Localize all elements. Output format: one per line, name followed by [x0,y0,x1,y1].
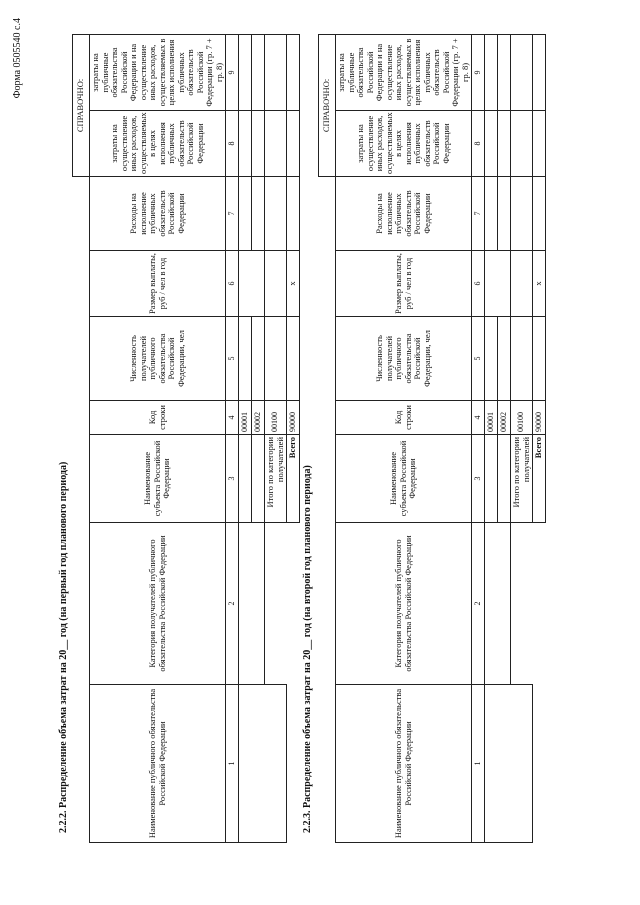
reference-header: СПРАВОЧНО: [319,34,336,176]
row-code: 00001 [485,401,498,435]
value-cell[interactable] [485,317,498,401]
value-cell[interactable] [239,251,265,317]
column-number: 7 [472,176,485,250]
row-code: 00100 [511,401,533,435]
value-cell[interactable] [265,251,287,317]
header-obligation-name: Наименование публичного обязательства Российской Федерации [336,685,472,843]
column-number: 3 [472,435,485,523]
column-number: 8 [226,110,239,176]
column-number: 9 [226,34,239,110]
header-recipient-category: Категория получателей публичного обязательства Российской Федерации [336,523,472,685]
column-number: 6 [472,251,485,317]
column-number: 1 [226,685,239,843]
header-obligation-expenses: Расходы на исполнение публичных обязательств Российской Федерации [90,176,226,250]
na-mark: x [287,251,300,317]
value-cell[interactable] [485,176,498,250]
value-cell[interactable] [239,176,252,250]
recipient-category-cell[interactable] [485,523,511,685]
value-cell[interactable] [511,251,533,317]
na-mark: x [533,251,546,317]
value-cell[interactable] [533,176,546,250]
column-number: 5 [226,317,239,401]
value-cell[interactable] [485,34,498,110]
header-total-expenses: затраты на публичные обязательства Российской Федерации и на осуществление иных расходов, осуществляемых в целях исполнения публичных обязательств Российской Федерации (гр. 7 + гр. 8) [336,34,472,110]
value-cell[interactable] [533,317,546,401]
table-row [239,34,252,842]
value-cell[interactable] [252,317,265,401]
value-cell[interactable] [533,110,546,176]
row-code: 00001 [239,401,252,435]
table-row [485,34,498,842]
total-row [287,34,300,842]
total-label: Всего [533,435,546,523]
header-total-expenses: затраты на публичные обязательства Российской Федерации и на осуществление иных расходов, осуществляемых в целях исполнения публичных обязательств Российской Федерации (гр. 7 + гр. 8) [90,34,226,110]
section-title-second-year: 2.2.3. Распределение объема затрат на 20__ год (на второй год планового периода) [302,465,313,833]
value-cell[interactable] [252,176,265,250]
value-cell[interactable] [252,34,265,110]
value-cell[interactable] [287,110,300,176]
header-recipient-category: Категория получателей публичного обязательства Российской Федерации [90,523,226,685]
value-cell[interactable] [485,110,498,176]
value-cell[interactable] [252,110,265,176]
column-number: 1 [472,685,485,843]
value-cell[interactable] [498,176,511,250]
header-recipient-count: Численность получателей публичного обязательства Российской Федерации, чел [90,317,226,401]
header-recipient-count: Численность получателей публичного обязательства Российской Федерации, чел [336,317,472,401]
row-code: 00002 [498,401,511,435]
column-number: 5 [472,317,485,401]
column-number: 7 [226,176,239,250]
column-number: 2 [472,523,485,685]
cost-distribution-table-second-year [318,34,546,843]
region-cell[interactable] [239,435,252,523]
header-row-code: Код строки [336,401,472,435]
value-cell[interactable] [511,34,533,110]
value-cell[interactable] [239,34,252,110]
column-number: 8 [472,110,485,176]
region-cell[interactable] [498,435,511,523]
column-number: 6 [226,251,239,317]
value-cell[interactable] [287,176,300,250]
form-code: Форма 0505540 с.4 [12,18,23,99]
section-title-first-year: 2.2.2. Распределение объема затрат на 20__ год (на первый год планового периода) [58,461,69,833]
column-number: 9 [472,34,485,110]
column-number: 2 [226,523,239,685]
value-cell[interactable] [239,110,252,176]
row-code: 00002 [252,401,265,435]
header-other-expenses: затраты на осуществление иных расходов, осуществляемых в целях исполнения публичных обязательств Российской Федерации [336,110,472,176]
value-cell[interactable] [265,317,287,401]
cost-distribution-table-first-year [72,34,300,843]
value-cell[interactable] [498,110,511,176]
value-cell[interactable] [239,317,252,401]
region-cell[interactable] [485,435,498,523]
header-obligation-name: Наименование публичного обязательства Российской Федерации [90,685,226,843]
column-number: 4 [226,401,239,435]
value-cell[interactable] [498,34,511,110]
header-other-expenses: затраты на осуществление иных расходов, осуществляемых в целях исполнения публичных обязательств Российской Федерации [90,110,226,176]
obligation-name-cell[interactable] [485,685,533,843]
header-payment-size: Размер выплаты, руб / чел в год [336,251,472,317]
total-row [533,34,546,842]
header-region-name: Наименование субъекта Российской Федерации [336,435,472,523]
header-obligation-expenses: Расходы на исполнение публичных обязательств Российской Федерации [336,176,472,250]
value-cell[interactable] [511,110,533,176]
row-code: 90000 [287,401,300,435]
value-cell[interactable] [498,317,511,401]
header-region-name: Наименование субъекта Российской Федерации [90,435,226,523]
value-cell[interactable] [265,34,287,110]
value-cell[interactable] [511,176,533,250]
recipient-category-cell[interactable] [239,523,265,685]
value-cell[interactable] [511,317,533,401]
value-cell[interactable] [533,34,546,110]
total-label: Всего [287,435,300,523]
value-cell[interactable] [265,110,287,176]
obligation-name-cell[interactable] [239,685,287,843]
header-row-code: Код строки [90,401,226,435]
header-payment-size: Размер выплаты, руб / чел в год [90,251,226,317]
region-cell[interactable] [252,435,265,523]
row-code: 90000 [533,401,546,435]
column-number: 4 [472,401,485,435]
value-cell[interactable] [287,317,300,401]
reference-header: СПРАВОЧНО: [73,34,90,176]
row-code: 00100 [265,401,287,435]
subtotal-label: Итого по категории получателей [511,435,533,523]
value-cell[interactable] [485,251,511,317]
value-cell[interactable] [287,34,300,110]
value-cell[interactable] [265,176,287,250]
subtotal-label: Итого по категории получателей [265,435,287,523]
column-number: 3 [226,435,239,523]
